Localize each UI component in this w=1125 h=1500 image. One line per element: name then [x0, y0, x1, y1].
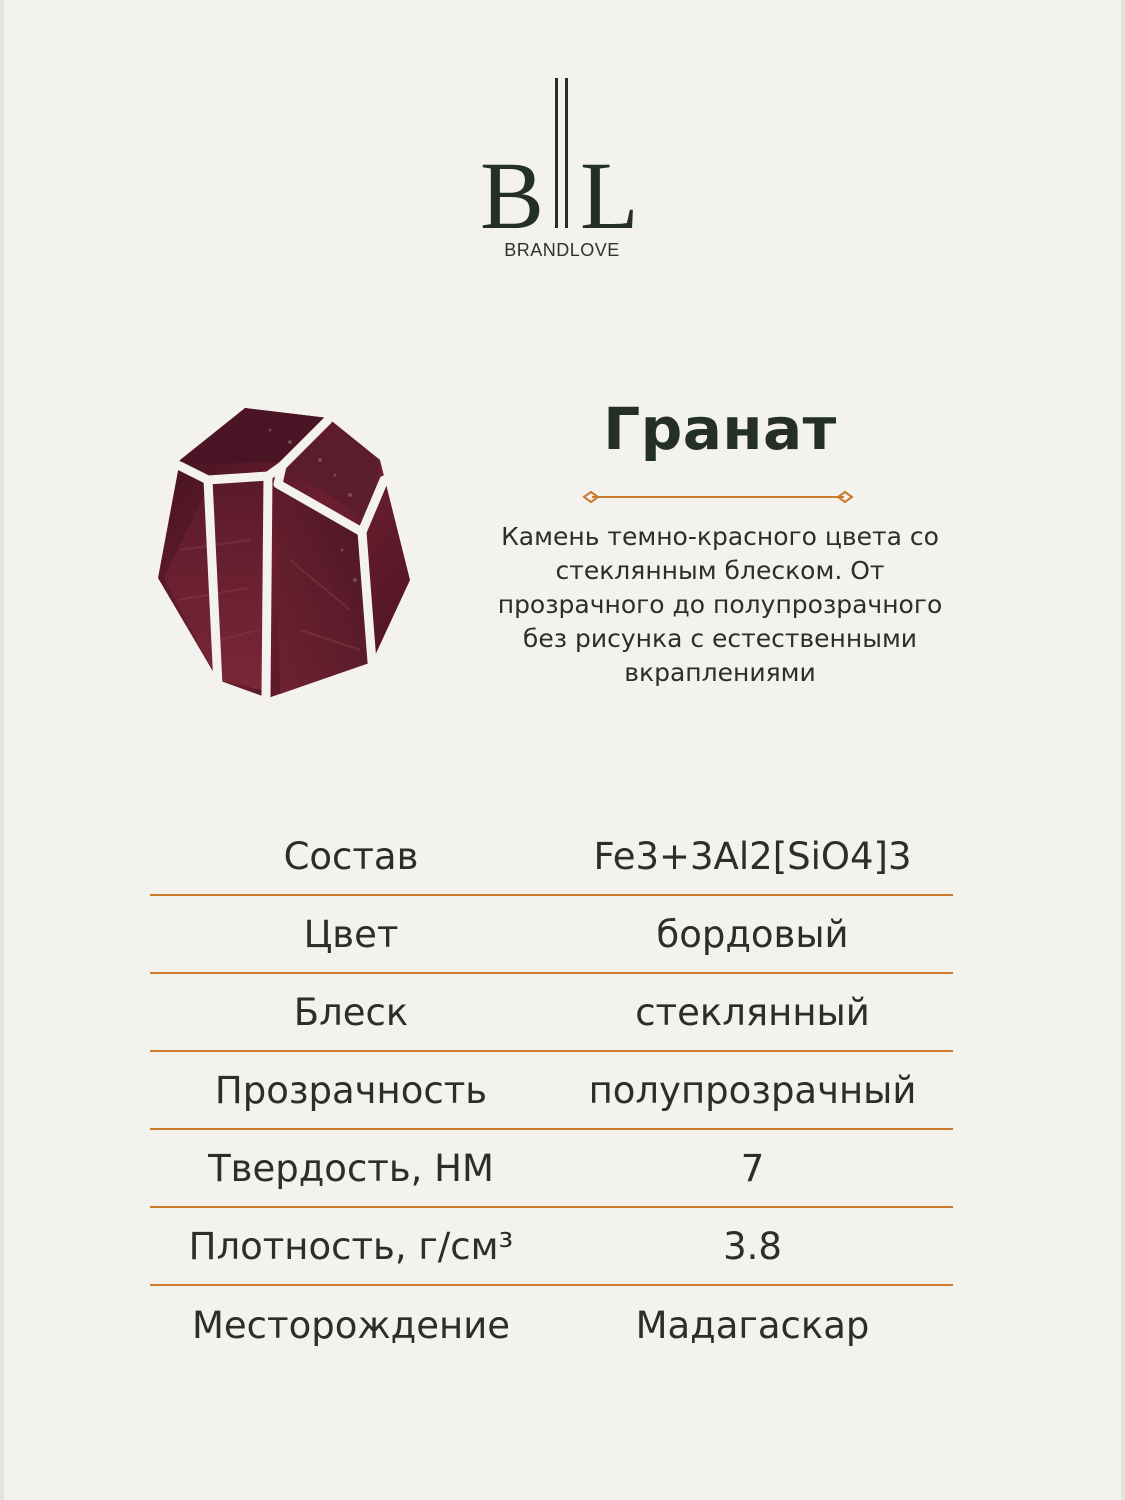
properties-table [150, 818, 953, 1364]
table-row [150, 1286, 953, 1364]
stone-description: Камень темно-красного цвета со стеклянным блеском. От прозрачного до полупрозрачного без рисунка с естественными вкраплениями [497, 522, 943, 687]
property-value: Мадагаскар [635, 1303, 870, 1347]
brand-logo [462, 70, 662, 270]
svg-text:B: B [480, 142, 545, 235]
brand-name: BRANDLOVE [504, 240, 620, 260]
table-row [150, 974, 953, 1052]
property-label: Цвет [303, 912, 399, 956]
property-value: Fe3+3Al2[SiO4]3 [593, 834, 912, 878]
ornament-divider [582, 488, 854, 506]
svg-text:L: L [580, 142, 639, 235]
table-row [150, 896, 953, 974]
page-title: Гранат [603, 395, 837, 463]
property-value: полупрозрачный [588, 1068, 917, 1112]
property-label: Плотность, г/см³ [188, 1224, 514, 1268]
property-value: 3.8 [723, 1224, 782, 1268]
table-row [150, 1130, 953, 1208]
brand-logo-mark [462, 70, 662, 235]
property-label: Месторождение [191, 1303, 511, 1347]
table-row [150, 1052, 953, 1130]
property-label: Твердость, НМ [208, 1146, 494, 1190]
property-label: Состав [283, 834, 419, 878]
property-label: Прозрачность [214, 1068, 488, 1112]
property-value: стеклянный [635, 990, 870, 1034]
table-row [150, 1208, 953, 1286]
property-value: бордовый [656, 912, 849, 956]
property-value: 7 [740, 1146, 765, 1190]
property-label: Блеск [293, 990, 409, 1034]
garnet-stone-icon [150, 400, 420, 710]
table-row [150, 818, 953, 896]
